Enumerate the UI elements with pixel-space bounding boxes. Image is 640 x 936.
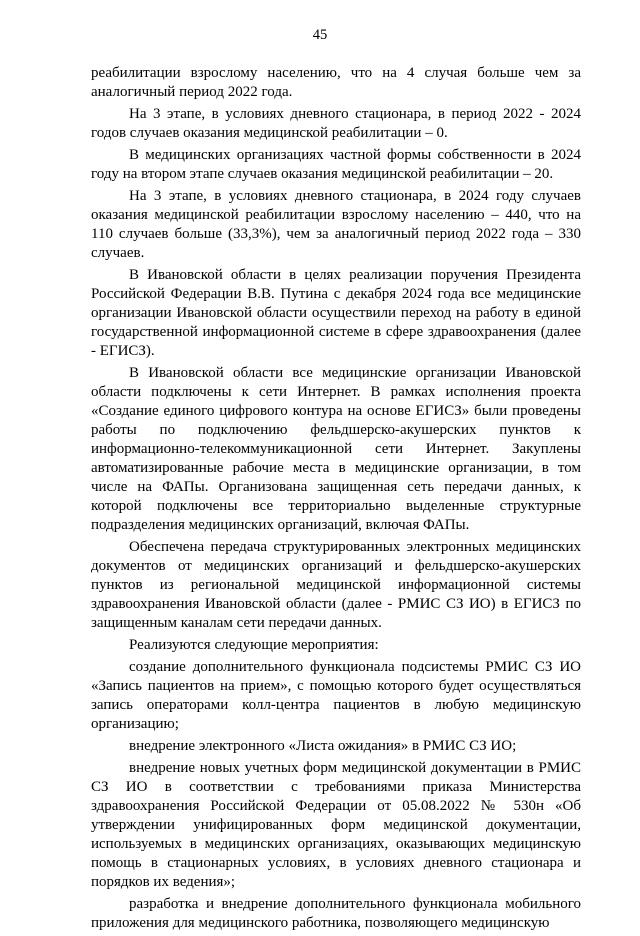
paragraph-private-orgs: В медицинских организациях частной формы собственности в 2024 году на втором этапе случаев оказания медицинской реабилитации – 20. — [91, 147, 581, 182]
paragraph-measures-intro: Реализуются следующие мероприятия: — [129, 637, 379, 653]
paragraph-rehab-adult-continued: реабилитации взрослому населению, что на 4 случая больше чем за аналогичный период 2022 года. — [91, 65, 581, 100]
document-body — [91, 64, 581, 936]
paragraph-egisz-transition: В Ивановской области в целях реализации поручения Президента Российской Федерации В.В. Путина с декабря 2024 года все медицинские организации Ивановской области осуществили переход на работу в единой государственной информационной системе в сфере здравоохранения (далее - ЕГИСЗ). — [91, 267, 581, 359]
list-item-waiting-list: внедрение электронного «Листа ожидания» в РМИС СЗ ИО; — [129, 738, 517, 754]
list-item-appointment-booking: создание дополнительного функционала подсистемы РМИС СЗ ИО «Запись пациентов на прием», с помощью которого будет осуществляться запись операторами колл-центра пациентов в любую медицинскую организацию; — [91, 659, 581, 732]
list-item-mobile-app: разработка и внедрение дополнительного функционала мобильного приложения для медицинского работника, позволяющего медицинскую — [91, 896, 581, 931]
list-item-new-forms: внедрение новых учетных форм медицинской документации в РМИС СЗ ИО в соответствии с требованиями приказа Министерства здравоохранения Российской Федерации от 05.08.2022 № 530н «Об утверждении унифицированных форм медицинской документации, используемых в медицинских организациях, оказывающих медицинскую помощь в стационарных условиях, в условиях дневного стационара и порядков их ведения»; — [91, 760, 581, 890]
paragraph-document-transfer: Обеспечена передача структурированных электронных медицинских документов от медицинских организаций и фельдшерско-акушерских пунктов из региональной медицинской информационной системы здравоохранения Ивановской области (далее - РМИС СЗ ИО) в ЕГИСЗ по защищенным каналам сети передачи данных. — [91, 539, 581, 631]
paragraph-stage3-2024: На 3 этапе, в условиях дневного стационара, в 2024 году случаев оказания медицинской реабилитации взрослому населению – 440, что на 110 случаев больше (33,3%), чем за аналогичный период 2022 года – 330 случаев. — [91, 188, 581, 261]
page-number: 45 — [312, 27, 328, 43]
paragraph-stage3-2022-2024: На 3 этапе, в условиях дневного стационара, в период 2022 - 2024 годов случаев оказания медицинской реабилитации – 0. — [91, 106, 581, 141]
paragraph-internet-connection: В Ивановской области все медицинские организации Ивановской области подключены к сети Интернет. В рамках исполнения проекта «Создание единого цифрового контура на основе ЕГИСЗ» были проведены работы по подключению фельдшерско-акушерских пунктов к информационно-телекоммуникационной сети Интернет. Закуплены автоматизированные рабочие места в медицинские организации, в том числе на ФАПы. Организована защищенная сеть передачи данных, к которой подключены все территориально выделенные структурные подразделения медицинских организаций, включая ФАПы. — [91, 365, 581, 533]
